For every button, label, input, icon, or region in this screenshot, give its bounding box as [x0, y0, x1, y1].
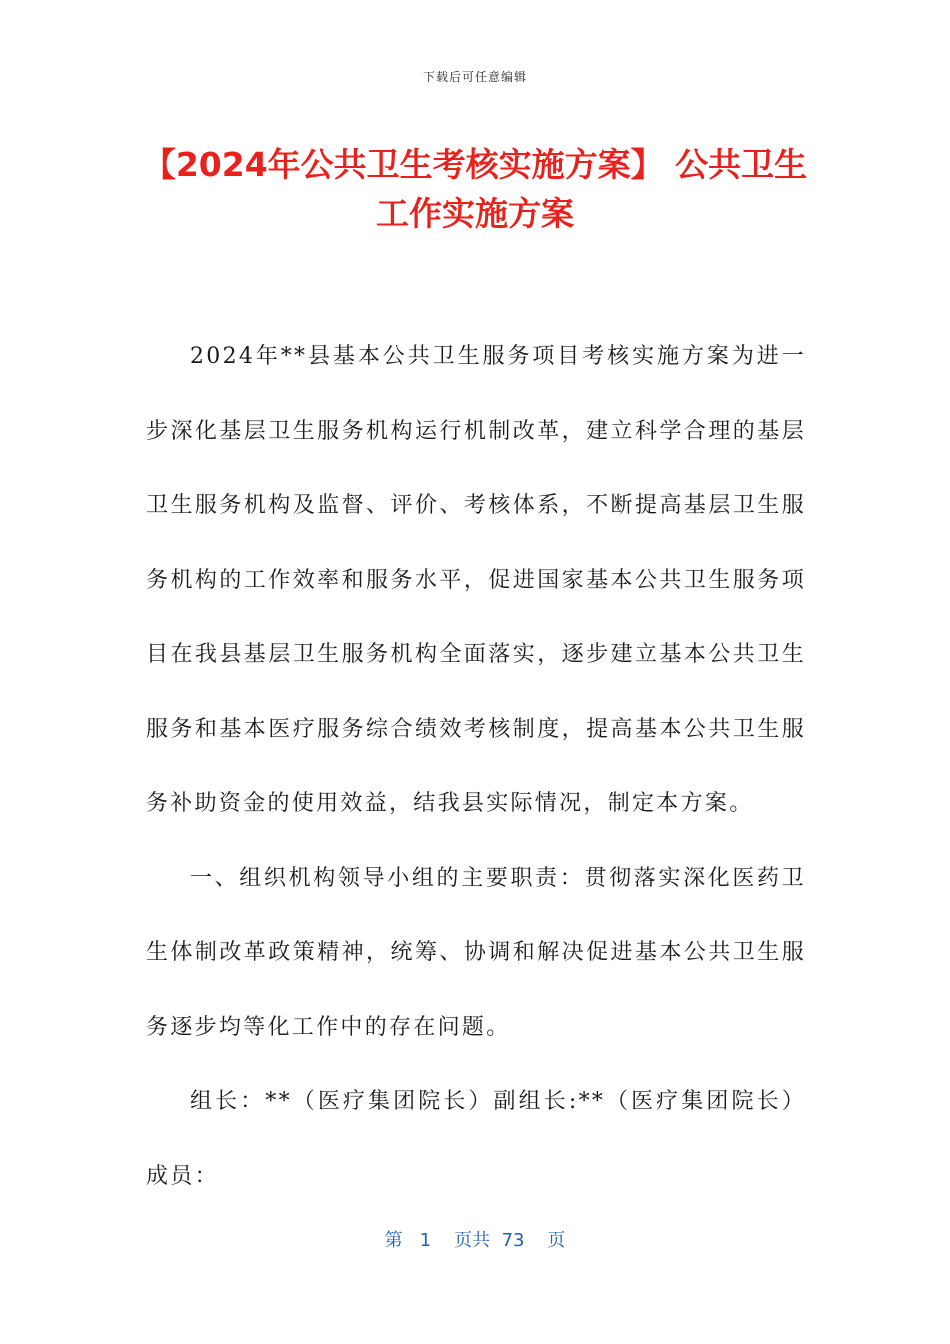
document-title: 【2024年公共卫生考核实施方案】 公共卫生工作实施方案 — [142, 145, 808, 233]
paragraph-organization: 一、组织机构领导小组的主要职责：贯彻落实深化医药卫生体制改革政策精神，统筹、协调和解决促进基本公共卫生服务逐步均等化工作中的存在问题。 — [146, 865, 806, 1040]
paragraph-members: 组长：**（医疗集团院长）副组长:**（医疗集团院长）成员： — [146, 1089, 806, 1189]
footer-total-pages: 73 — [501, 1230, 525, 1251]
footer-prefix: 第 — [384, 1230, 403, 1251]
document-body — [146, 320, 806, 1214]
paragraph-intro: 2024年**县基本公共卫生服务项目考核实施方案为进一步深化基层卫生服务机构运行机制改革，建立科学合理的基层卫生服务机构及监督、评价、考核体系，不断提高基层卫生服务机构的工作效率和服务水平，促进国家基本公共卫生服务项目在我县基层卫生服务机构全面落实，逐步建立基本公共卫生服务和基本医疗服务综合绩效考核制度，提高基本公共卫生服务补助资金的使用效益，结我县实际情况，制定本方案。 — [146, 344, 806, 816]
footer-current-page: 1 — [419, 1230, 432, 1251]
header-note: 下载后可任意编辑 — [422, 70, 527, 84]
footer-suffix: 页 — [547, 1230, 566, 1251]
page-footer — [0, 1226, 950, 1252]
footer-middle: 页共 — [454, 1230, 491, 1251]
